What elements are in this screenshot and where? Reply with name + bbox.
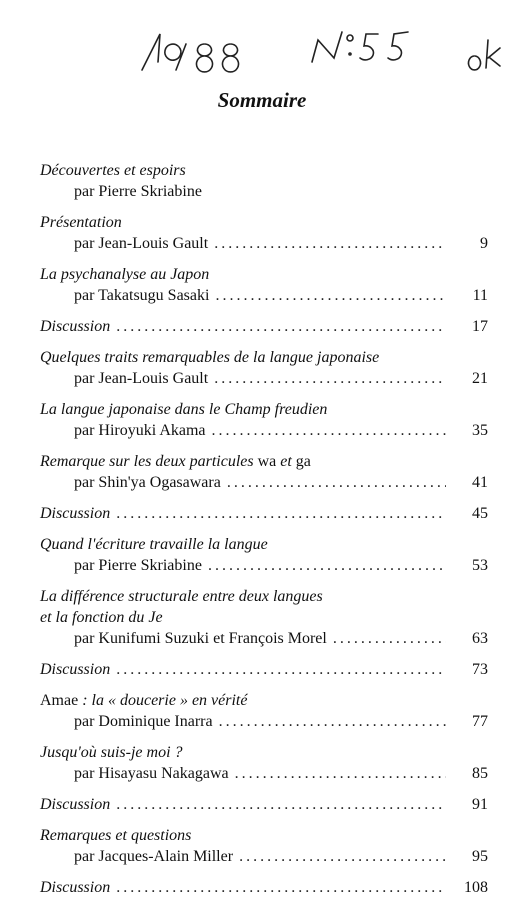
entry-page-number: 91 [472, 796, 488, 813]
entry-page-number: 21 [472, 370, 488, 387]
entry-author: par Hisayasu Nakagawa [74, 765, 229, 782]
toc-entry [40, 160, 488, 202]
entry-author: par Pierre Skriabine [74, 183, 202, 200]
toc-entry [40, 264, 488, 306]
entry-title-part: wa [257, 453, 277, 470]
toc-entry [40, 794, 488, 815]
entry-title: Discussion [40, 318, 111, 335]
table-of-contents [40, 160, 488, 908]
entry-author: par Shin'ya Ogasawara [74, 474, 221, 491]
entry-title: Présentation [40, 214, 122, 231]
entry-page-number: 77 [472, 713, 488, 730]
entry-author: par Dominique Inarra [74, 713, 213, 730]
entry-title [40, 690, 247, 711]
toc-entry [40, 742, 488, 784]
entry-title: Découvertes et espoirs [40, 162, 186, 179]
toc-entry [40, 347, 488, 389]
entry-author: par Kunifumi Suzuki et François Morel [74, 630, 327, 647]
dot-leader [235, 763, 446, 784]
entry-title-part: Remarque sur les deux particules [40, 453, 258, 470]
entry-page-number: 95 [472, 848, 488, 865]
entry-title: Discussion [40, 796, 111, 813]
entry-page-number: 35 [472, 422, 488, 439]
toc-entry [40, 451, 488, 493]
entry-author: par Pierre Skriabine [74, 557, 202, 574]
entry-author: par Hiroyuki Akama [74, 422, 206, 439]
entry-title: Discussion [40, 661, 111, 678]
dot-leader [116, 794, 446, 815]
entry-title-part: : la « doucerie » en vérité [78, 692, 248, 709]
entry-title-part: Amae [40, 692, 79, 709]
entry-title: Discussion [40, 505, 111, 522]
entry-title: Quand l'écriture travaille la langue [40, 536, 268, 553]
entry-page-number: 63 [472, 630, 488, 647]
entry-title [40, 451, 311, 472]
dot-leader [219, 711, 446, 732]
entry-title-part: ga [295, 453, 311, 470]
entry-title: Jusqu'où suis-je moi ? [40, 744, 183, 761]
page-title: Sommaire [217, 88, 307, 112]
entry-title-continued: et la fonction du Je [40, 609, 163, 626]
toc-entry [40, 316, 488, 337]
toc-entry [40, 399, 488, 441]
dot-leader [212, 420, 446, 441]
dot-leader [215, 285, 446, 306]
dot-leader [116, 659, 446, 680]
entry-page-number: 17 [472, 318, 488, 335]
entry-title: Remarques et questions [40, 827, 192, 844]
toc-entry [40, 690, 488, 732]
toc-entry [40, 877, 488, 898]
entry-page-number: 73 [472, 661, 488, 678]
entry-page-number: 11 [472, 287, 488, 304]
handwriting-drawing [0, 12, 524, 82]
entry-page-number: 108 [464, 879, 488, 896]
entry-author: par Jacques-Alain Miller [74, 848, 234, 865]
dot-leader [116, 316, 446, 337]
entry-title: Quelques traits remarquables de la langue japonaise [40, 349, 380, 366]
dot-leader [227, 472, 446, 493]
entry-page-number: 53 [472, 557, 488, 574]
dot-leader [208, 555, 446, 576]
entry-title: La psychanalyse au Japon [40, 266, 210, 283]
toc-entry [40, 503, 488, 524]
toc-entry [40, 659, 488, 680]
entry-page-number: 45 [472, 505, 488, 522]
dot-leader [116, 877, 446, 898]
dot-leader [214, 368, 446, 389]
toc-entry [40, 586, 488, 649]
entry-author: par Jean-Louis Gault [74, 370, 209, 387]
handwritten-annotation [0, 12, 524, 82]
dot-leader [239, 846, 446, 867]
entry-title-part: et [276, 453, 296, 470]
entry-page-number: 85 [472, 765, 488, 782]
dot-leader [214, 233, 446, 254]
toc-entry [40, 212, 488, 254]
toc-entry [40, 534, 488, 576]
entry-author: par Jean-Louis Gault [74, 235, 209, 252]
entry-title: La différence structurale entre deux langues [40, 588, 323, 605]
toc-entry [40, 825, 488, 867]
dot-leader [116, 503, 446, 524]
entry-page-number: 9 [480, 235, 488, 252]
dot-leader [333, 628, 446, 649]
entry-page-number: 41 [472, 474, 488, 491]
entry-title: Discussion [40, 879, 111, 896]
entry-title: La langue japonaise dans le Champ freudien [40, 401, 328, 418]
entry-author: par Takatsugu Sasaki [74, 287, 210, 304]
